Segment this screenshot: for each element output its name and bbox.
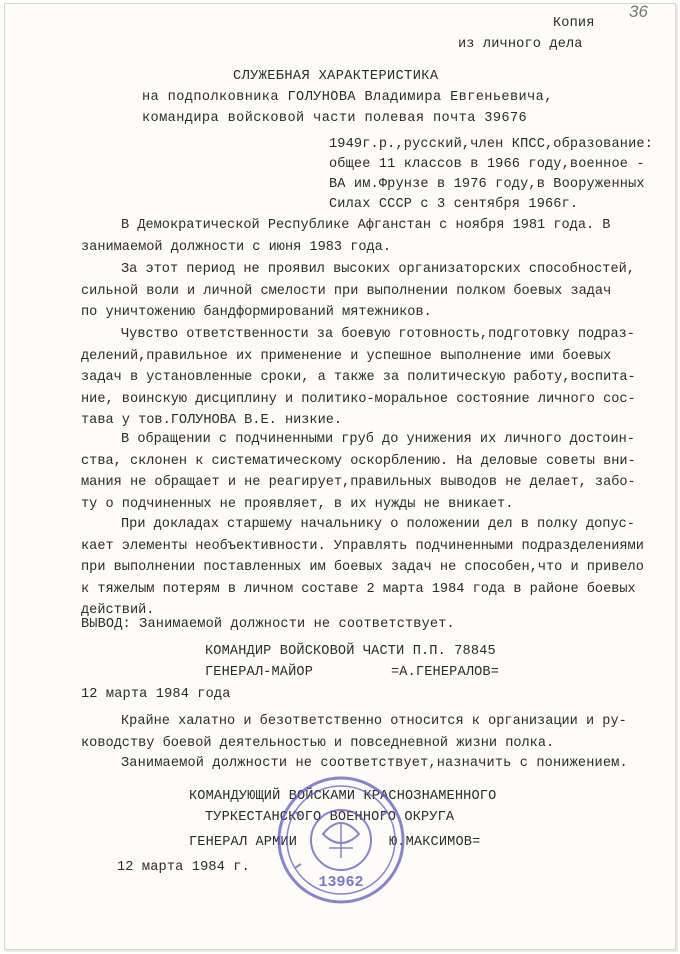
text-line: кает элементы необъективности. Управлять подчиненными подразделениями <box>81 538 644 554</box>
bio-line-2: общее 11 классов в 1966 году,военное - <box>329 157 645 172</box>
date-1: 12 марта 1984 года <box>81 687 231 702</box>
text-line: занимаемой должности с июня 1983 года. <box>81 239 391 255</box>
text-line: при выполнении поставленных им боевых задач не способен,что и привело <box>81 560 644 575</box>
subject-line-1: на подполковника ГОЛУНОВА Владимира Евгеньевича, <box>142 90 553 105</box>
paragraph-period-assessment <box>81 259 641 324</box>
text-line: по уничтожению бандформирований мятежников. <box>81 305 432 320</box>
text-line: сильной воли и личной смелости при выполнении полком боевых задач <box>81 283 612 299</box>
signature-1-name: =А.ГЕНЕРАЛОВ= <box>391 665 499 680</box>
text-line: к тяжелым потерям в личном составе 2 марта 1984 года в районе боевых <box>81 581 636 597</box>
text-line: задач в установленные сроки, а также за политическую работу,воспита- <box>81 370 636 385</box>
text-line: Крайне халатно и безответственно относится к организации и ру- <box>121 714 627 729</box>
text-line: ние, воинскую дисциплину и политико-моральное состояние личного сос- <box>81 391 636 407</box>
text-line: мания не обращает и не реагирует,правильных выводов не делает, забо- <box>81 475 636 490</box>
text-line: делений,правильное их применение и успешное выполнение ими боевых <box>81 348 612 364</box>
text-line: тава у тов.ГОЛУНОВА В.Е. низкие. <box>81 413 343 428</box>
archive-mark: 36 <box>629 3 648 21</box>
paragraph-responsibility <box>81 324 661 432</box>
final-decision: Занимаемой должности не соответствует,назначить с понижением. <box>121 756 628 771</box>
paragraph-treatment-of-subordinates <box>81 429 661 515</box>
text-line: Чувство ответственности за боевую готовность,подготовку подраз- <box>121 327 635 342</box>
text-line: ту о подчиненных не проявляет, в их нужды не вникает. <box>81 496 514 512</box>
document-title: СЛУЖЕБНАЯ ХАРАКТЕРИСТИКА <box>233 69 439 84</box>
text-line: При докладах старшему начальнику о положении дел в полку допус- <box>121 517 635 532</box>
signature-2-title-1: КОМАНДУЮЩИЙ ВОЙСКАМИ КРАСНОЗНАМЕННОГО <box>189 789 497 804</box>
text-line: За этот период не проявил высоких организаторских способностей, <box>121 262 635 277</box>
subject-line-2: командира войсковой части полевая почта 39676 <box>142 111 528 126</box>
signature-1-rank: ГЕНЕРАЛ-МАЙОР <box>205 665 313 680</box>
paragraph-reporting <box>81 514 661 622</box>
official-stamp-seal <box>271 770 411 910</box>
paragraph-service-dates <box>81 215 641 258</box>
stamp-number: 13962 <box>318 874 364 891</box>
copy-label: Копия <box>553 16 595 31</box>
copy-source: из личного дела <box>458 37 583 52</box>
text-line: В Демократической Республике Афганстан с ноября 1981 года. В <box>121 218 611 233</box>
signature-2-title-2: ТУРКЕСТАНСКОГО ВОЕННОГО ОКРУГА <box>205 810 455 825</box>
signature-1-title: КОМАНДИР ВОЙСКОВОЙ ЧАСТИ П.П. 78845 <box>205 644 496 659</box>
paragraph-commander-remarks <box>81 711 661 754</box>
bio-line-1: 1949г.р.,русский,член КПСС,образование: <box>329 137 653 152</box>
text-line: действий. <box>81 603 155 618</box>
text-line: ководству боевой деятельностью и повседневной жизни полка. <box>81 735 555 751</box>
conclusion: ВЫВОД: Занимаемой должности не соответствует. <box>81 617 455 632</box>
text-line: В обращении с подчиненными груб до унижения их личного достоин- <box>121 432 635 447</box>
signature-2-name: Ю.МАКСИМОВ= <box>389 835 481 850</box>
date-2: 12 марта 1984 г. <box>117 860 250 875</box>
text-line: ства, склонен к систематическому оскорблению. На деловые советы вни- <box>81 453 636 469</box>
bio-line-3: ВА им.Фрунзе в 1976 году,в Вооруженных <box>329 177 645 192</box>
bio-line-4: Силах СССР с 3 сентября 1966г. <box>329 197 579 212</box>
document-page <box>4 3 676 950</box>
signature-2-rank: ГЕНЕРАЛ АРМИИ <box>189 835 297 850</box>
